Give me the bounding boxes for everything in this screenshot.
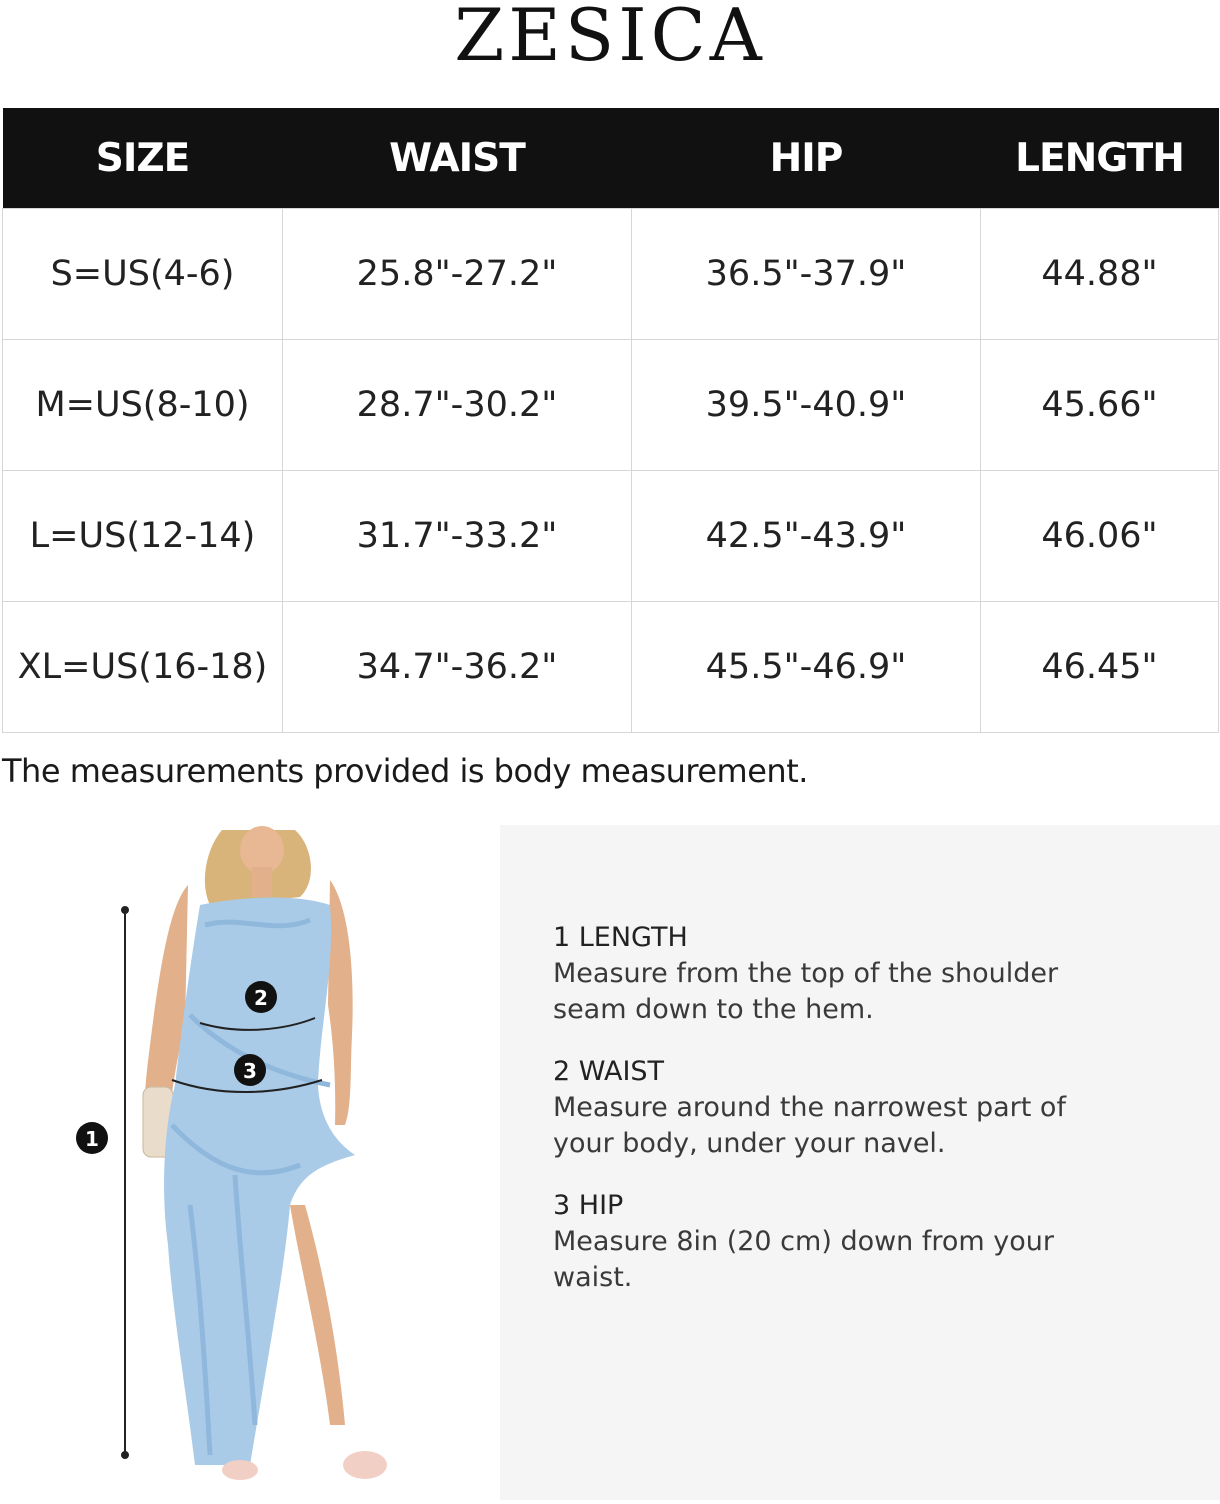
cell-length: 46.06" [981, 471, 1219, 602]
guide-description: Measure from the top of the shoulder seam down to the hem. [553, 958, 1059, 1025]
cell-waist: 28.7"-30.2" [283, 340, 632, 471]
guide-title: 1 LENGTH [553, 922, 688, 953]
right-shoe-shape [343, 1451, 387, 1479]
svg-text:1: 1 [85, 1127, 99, 1151]
guide-title: 3 HIP [553, 1190, 624, 1221]
marker-2 [245, 981, 277, 1013]
leg-shape [290, 1205, 345, 1425]
size-chart-table [2, 108, 1219, 733]
cell-hip: 39.5"-40.9" [632, 340, 981, 471]
cell-hip: 36.5"-37.9" [632, 209, 981, 340]
cell-size: M=US(8-10) [3, 340, 283, 471]
cell-hip: 45.5"-46.9" [632, 602, 981, 733]
marker-3 [234, 1054, 266, 1086]
table-row [3, 340, 1219, 471]
measurement-guide-list [553, 920, 1113, 1322]
length-line-top-dot [121, 906, 129, 914]
cell-length: 46.45" [981, 602, 1219, 733]
table-row [3, 602, 1219, 733]
dress-illustration [0, 825, 500, 1500]
length-line-bottom-dot [121, 1451, 129, 1459]
cell-length: 44.88" [981, 209, 1219, 340]
cell-size: S=US(4-6) [3, 209, 283, 340]
model-figure [0, 825, 500, 1500]
cell-hip: 42.5"-43.9" [632, 471, 981, 602]
head-shape [240, 826, 284, 874]
guide-item-length [553, 920, 1113, 1028]
right-arm-shape [328, 880, 353, 1125]
cell-waist: 34.7"-36.2" [283, 602, 632, 733]
brand-logo: ZESICA [454, 0, 766, 77]
table-row [3, 209, 1219, 340]
cell-size: L=US(12-14) [3, 471, 283, 602]
guide-description: Measure 8in (20 cm) down from your waist. [553, 1226, 1055, 1293]
cell-waist: 25.8"-27.2" [283, 209, 632, 340]
marker-1 [76, 1122, 108, 1154]
header-waist: WAIST [283, 108, 632, 209]
table-header-row [3, 108, 1219, 209]
guide-title: 2 WAIST [553, 1056, 665, 1087]
header-length: LENGTH [981, 108, 1219, 209]
measurement-guide-panel [500, 825, 1220, 1500]
cell-size: XL=US(16-18) [3, 602, 283, 733]
measurement-note: The measurements provided is body measurement. [2, 752, 808, 790]
guide-description: Measure around the narrowest part of your body, under your navel. [553, 1092, 1066, 1159]
guide-item-hip [553, 1188, 1113, 1296]
svg-text:3: 3 [243, 1059, 257, 1083]
cell-waist: 31.7"-33.2" [283, 471, 632, 602]
neck-shape [252, 867, 272, 897]
header-size: SIZE [3, 108, 283, 209]
cell-length: 45.66" [981, 340, 1219, 471]
header-hip: HIP [632, 108, 981, 209]
guide-item-waist [553, 1054, 1113, 1162]
left-shoe-shape [222, 1460, 258, 1480]
svg-text:2: 2 [254, 986, 268, 1010]
table-row [3, 471, 1219, 602]
